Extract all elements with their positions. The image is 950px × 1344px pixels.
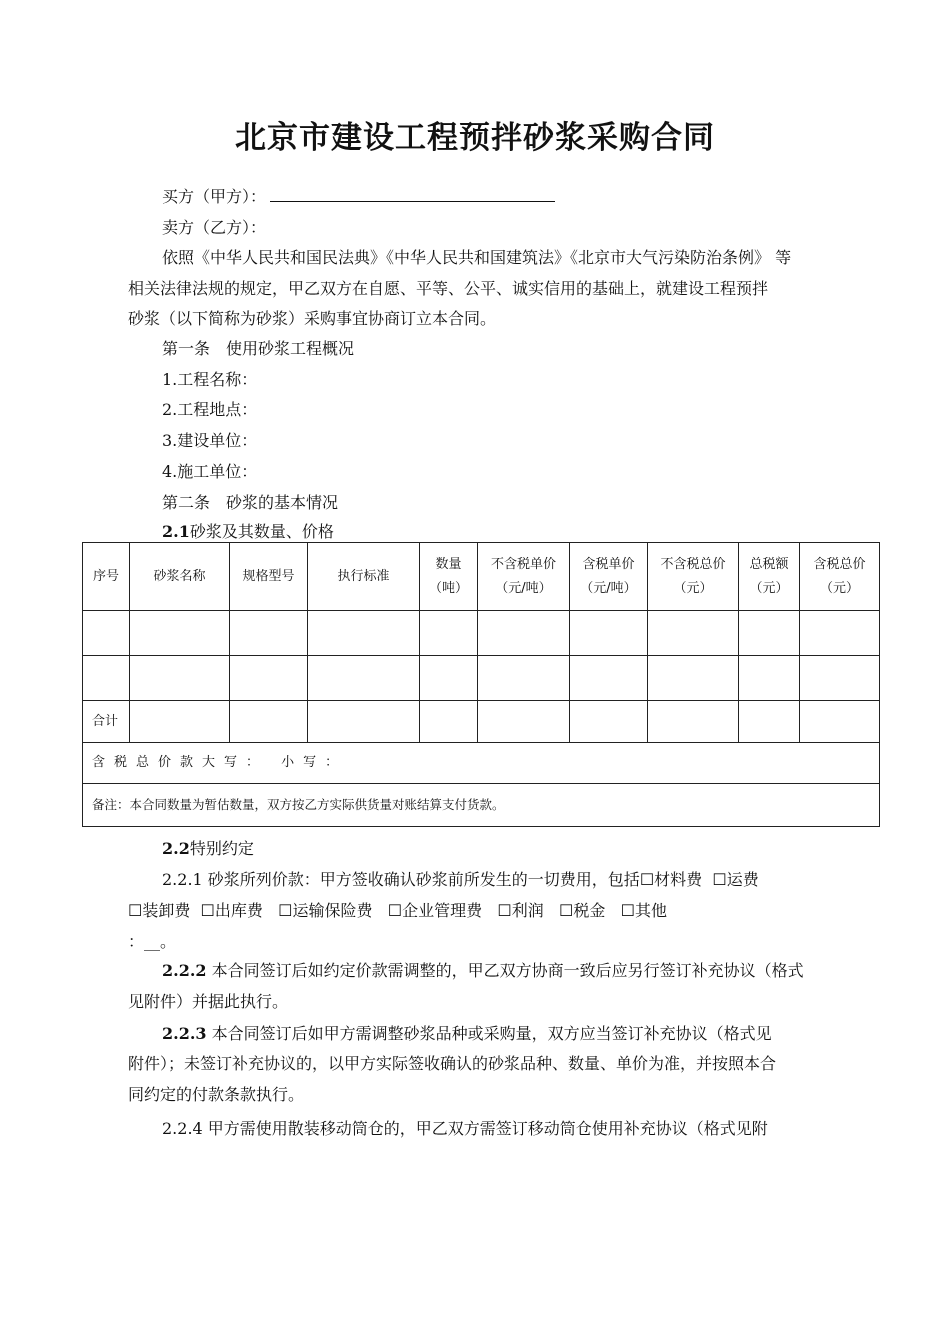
construction-unit-label: 3.建设单位：	[162, 431, 258, 450]
section-2-1-number: 2.1	[162, 522, 190, 541]
option-loading-fee: 装卸费	[142, 901, 191, 920]
note-row	[83, 784, 880, 827]
project-location-label: 2.工程地点：	[162, 400, 258, 419]
clause-2-2-1-line-3: ：__。	[128, 932, 177, 951]
checkbox-icon[interactable]: ☐	[639, 870, 655, 889]
intro-line-2: 相关法律法规的规定，甲乙双方在自愿、平等、公平、诚实信用的基础上，就建设工程预拌	[128, 279, 769, 298]
intro-line-3: 砂浆（以下简称为砂浆）采购事宜协商订立本合同。	[128, 309, 497, 328]
checkbox-icon[interactable]: ☐	[559, 901, 574, 920]
clause-2-2-3-line-1: 2.2.3 本合同签订后如甲方需调整砂浆品种或采购量，双方应当签订补充协议（格式见	[162, 1024, 772, 1043]
buyer-line	[162, 187, 555, 207]
intro-line-1: 依照《中华人民共和国民法典》《中华人民共和国建筑法》《北京市大气污染防治条例》 等	[162, 248, 792, 267]
clause-2-2-2-line-2: 见附件）并据此执行。	[128, 992, 289, 1011]
buyer-blank[interactable]	[270, 187, 555, 202]
section-2-1-heading	[162, 522, 334, 542]
option-profit: 利润	[511, 901, 544, 920]
section-2-2-heading	[162, 839, 254, 859]
checkbox-icon[interactable]: ☐	[620, 901, 635, 920]
clause-2-2-4-line-1: 2.2.4 甲方需使用散装移动筒仓的，甲乙双方需签订移动筒仓使用补充协议（格式见附	[162, 1119, 768, 1138]
amount-in-words[interactable]: 含税总价款大写： 小写：	[83, 743, 880, 784]
header-total-incl-tax: 含税总价 （元）	[800, 543, 880, 611]
table-header-row	[83, 543, 880, 611]
section-2-2-number: 2.2	[162, 839, 190, 858]
header-unit-price-excl-tax: 不含税单价 （元/吨）	[478, 543, 570, 611]
header-mortar-name: 砂浆名称	[130, 543, 230, 611]
option-freight: 运费	[726, 870, 759, 889]
table-row	[83, 611, 880, 656]
total-label: 合计	[83, 701, 130, 743]
header-total-excl-tax: 不含税总价 （元）	[648, 543, 739, 611]
option-material-fee: 材料费	[654, 870, 703, 889]
option-transport-insurance: 运输保险费	[292, 901, 373, 920]
section-2-2-text: 特别约定	[189, 839, 254, 858]
header-spec-model: 规格型号	[230, 543, 308, 611]
checkbox-icon[interactable]: ☐	[278, 901, 293, 920]
clause-2-2-3-line-3: 同约定的付款条款执行。	[128, 1085, 305, 1104]
clause-2-2-2-line-1: 2.2.2 本合同签订后如约定价款需调整的，甲乙双方协商一致后应另行签订补充协议（格式	[162, 961, 804, 980]
section-2-1-text: 砂浆及其数量、价格	[189, 522, 334, 541]
article1-heading: 第一条 使用砂浆工程概况	[162, 339, 355, 358]
checkbox-icon[interactable]: ☐	[128, 901, 143, 920]
checkbox-icon[interactable]: ☐	[200, 901, 215, 920]
clause-2-2-1-line-1: 2.2.1 砂浆所列价款：甲方签收确认砂浆前所发生的一切费用，包括☐材料费 ☐运费	[162, 870, 759, 889]
mortar-quantity-table	[82, 542, 880, 827]
seller-label: 卖方（乙方）：	[162, 218, 267, 237]
total-row	[83, 701, 880, 743]
project-name-label: 1.工程名称：	[162, 370, 258, 389]
amount-row	[83, 743, 880, 784]
article2-heading: 第二条 砂浆的基本情况	[162, 493, 339, 512]
header-seq: 序号	[83, 543, 130, 611]
checkbox-icon[interactable]: ☐	[497, 901, 512, 920]
contractor-unit-label: 4.施工单位：	[162, 462, 258, 481]
buyer-label: 买方（甲方）：	[162, 187, 267, 206]
clause-2-2-2-number: 2.2.2	[162, 961, 207, 980]
option-tax: 税金	[573, 901, 606, 920]
header-total-tax: 总税额 （元）	[739, 543, 800, 611]
header-standard: 执行标准	[308, 543, 420, 611]
header-quantity: 数量 （吨）	[420, 543, 478, 611]
table-row	[83, 656, 880, 701]
clause-2-2-1-line-2	[128, 901, 667, 921]
option-other: 其他	[635, 901, 668, 920]
clause-2-2-3-line-2: 附件）；未签订补充协议的，以甲方实际签收确认的砂浆品种、数量、单价为准，并按照本合	[128, 1054, 777, 1073]
option-management-fee: 企业管理费	[402, 901, 483, 920]
option-outbound-fee: 出库费	[214, 901, 263, 920]
table-note: 备注：本合同数量为暂估数量，双方按乙方实际供货量对账结算支付货款。	[83, 784, 880, 827]
checkbox-icon[interactable]: ☐	[387, 901, 403, 920]
document-title: 北京市建设工程预拌砂浆采购合同	[235, 120, 715, 156]
clause-2-2-3-number: 2.2.3	[162, 1024, 207, 1043]
header-unit-price-incl-tax: 含税单价 （元/吨）	[570, 543, 648, 611]
checkbox-icon[interactable]: ☐	[712, 870, 727, 889]
